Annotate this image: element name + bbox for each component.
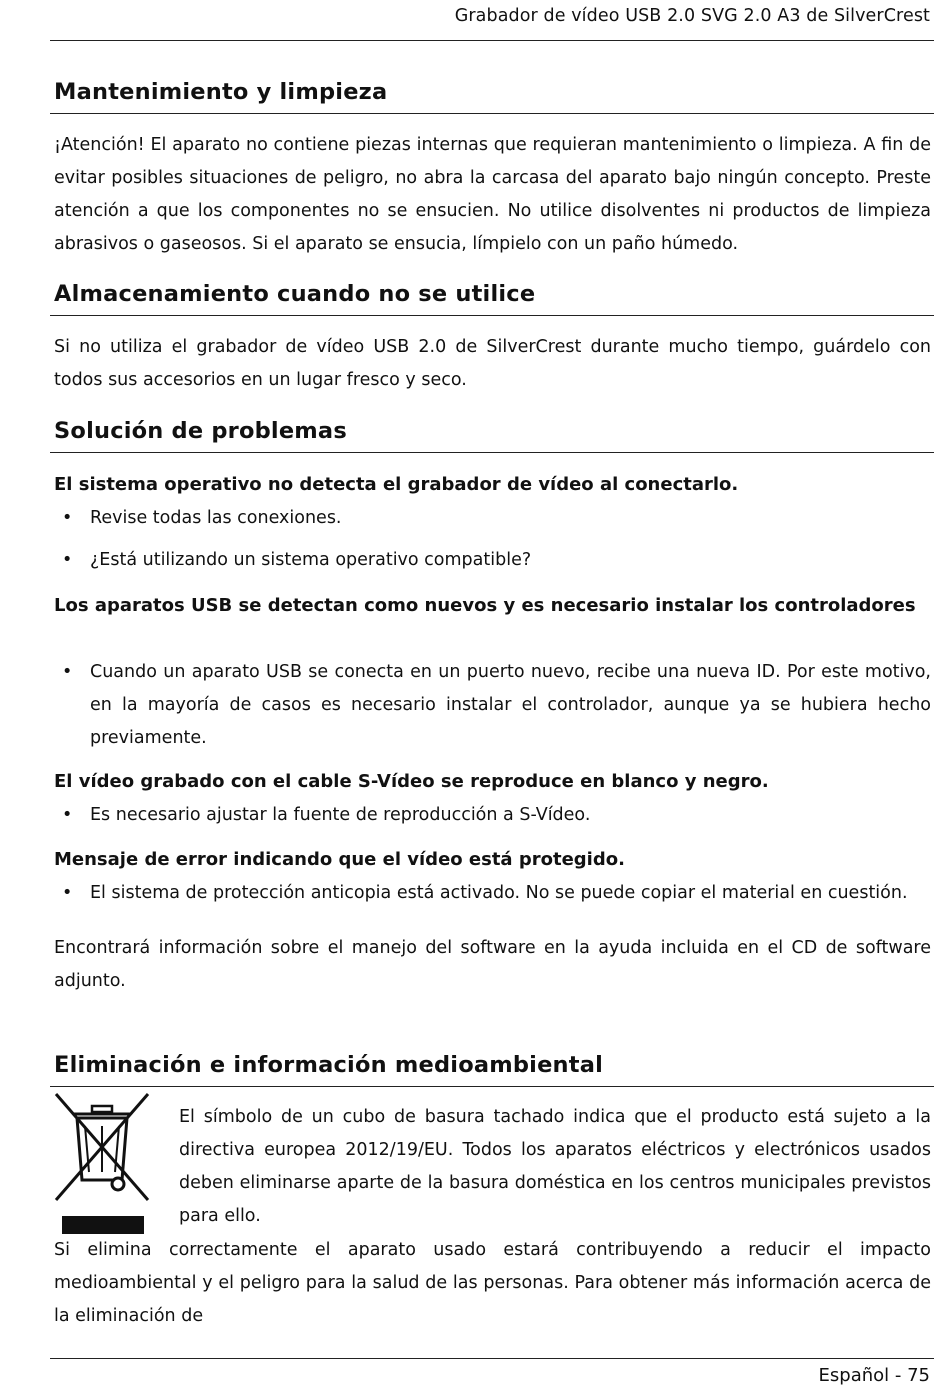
disposal-text: Si elimina correctamente el aparato usado estará contribuyendo a reducir el impacto medioambiental y el peligro para la salud de las personas. Para obtener más información acerca de la eliminación de — [54, 1240, 931, 1326]
list-item-text: El sistema de protección anticopia está activado. No se puede copiar el material en cuestión. — [90, 883, 908, 903]
issue-title: Los aparatos USB se detectan como nuevos y es necesario instalar los controladores — [54, 595, 916, 616]
list-item-text: Revise todas las conexiones. — [90, 508, 342, 528]
list-item — [54, 544, 931, 577]
heading-troubleshooting: Solución de problemas — [54, 418, 347, 444]
heading-rule — [50, 452, 934, 453]
bullet-icon: • — [62, 550, 73, 570]
bullet-icon: • — [62, 662, 73, 682]
disposal-symbol-text: El símbolo de un cubo de basura tachado indica que el producto está sujeto a la directiva europea 2012/19/EU. Todos los aparatos eléctricos y electrónicos usados deben eliminarse aparte de la basura doméstica en los centros municipales previstos para ello. — [179, 1107, 931, 1226]
list-item — [54, 502, 931, 535]
issue-title: El sistema operativo no detecta el grabador de vídeo al conectarlo. — [54, 474, 739, 495]
page-number: Español - 75 — [818, 1365, 930, 1386]
list-item — [54, 799, 931, 832]
heading-rule — [50, 113, 934, 114]
list-item — [54, 877, 931, 910]
list-item-text: ¿Está utilizando un sistema operativo compatible? — [90, 550, 532, 570]
list-item-text: Cuando un aparato USB se conecta en un puerto nuevo, recibe una nueva ID. Por este motivo, en la mayoría de casos es necesario instalar el controlador, aunque ya se hubiera hecho previamente. — [90, 662, 931, 748]
bullet-icon: • — [62, 508, 73, 528]
list-item — [54, 656, 931, 755]
bullet-icon: • — [62, 883, 73, 903]
issue-title: El vídeo grabado con el cable S-Vídeo se reproduce en blanco y negro. — [54, 771, 769, 792]
maintenance-text: ¡Atención! El aparato no contiene piezas internas que requieran mantenimiento o limpieza. A fin de evitar posibles situaciones de peligro, no abra la carcasa del aparato bajo ningún concepto. Preste atención a que los componentes no se ensucien. No utilice disolventes ni productos de limpieza abrasivos o gaseosos. Si el aparato se ensucia, límpielo con un paño húmedo. — [54, 135, 931, 254]
software-note: Encontrará información sobre el manejo del software en la ayuda incluida en el CD de software adjunto. — [54, 938, 931, 991]
heading-rule — [50, 315, 934, 316]
running-header: Grabador de vídeo USB 2.0 SVG 2.0 A3 de SilverCrest — [454, 6, 930, 26]
issue-title: Mensaje de error indicando que el vídeo está protegido. — [54, 849, 625, 870]
header-rule — [50, 40, 934, 41]
list-item-text: Es necesario ajustar la fuente de reproducción a S-Vídeo. — [90, 805, 591, 825]
heading-storage: Almacenamiento cuando no se utilice — [54, 281, 536, 307]
bullet-icon: • — [62, 805, 73, 825]
footer-rule — [50, 1358, 934, 1359]
heading-rule — [50, 1086, 934, 1087]
storage-text: Si no utiliza el grabador de vídeo USB 2.0 de SilverCrest durante mucho tiempo, guárdelo con todos sus accesorios en un lugar fresco y seco. — [54, 337, 931, 390]
heading-maintenance: Mantenimiento y limpieza — [54, 79, 388, 105]
heading-disposal: Eliminación e información medioambiental — [54, 1052, 604, 1078]
crossed-out-wheelie-bin-icon — [52, 1092, 154, 1238]
